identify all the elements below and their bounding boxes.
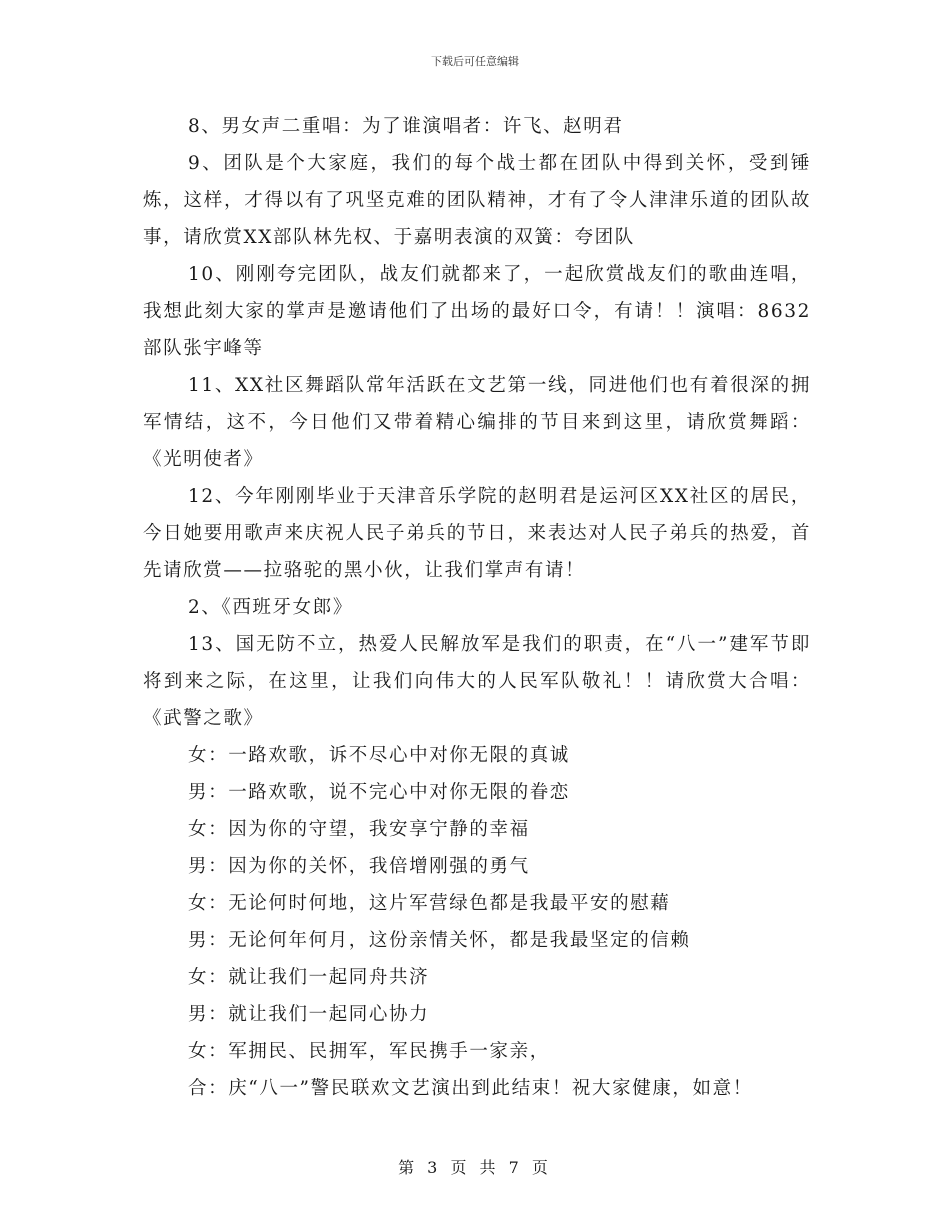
paragraph-12: 12、今年刚刚毕业于天津音乐学院的赵明君是运河区XX社区的居民，今日她要用歌声来庆祝人民子弟兵的节日，来表达对人民子弟兵的热爱，首先请欣赏——拉骆驼的黑小伙，让我们掌声有请！	[143, 486, 811, 581]
dialogue-line: 男：就让我们一起同心协力	[188, 1004, 430, 1025]
paragraph-8: 8、男女声二重唱：为了谁演唱者：许飞、赵明君	[188, 116, 624, 137]
page-number: 第 3 页 共 7 页	[398, 1158, 552, 1177]
dialogue-line: 女：因为你的守望，我安享宁静的幸福	[188, 819, 530, 840]
dialogue-line: 男：一路欢歌，说不完心中对你无限的眷恋	[188, 782, 570, 803]
paragraph-song-2: 2、《西班牙女郎》	[188, 597, 353, 618]
paragraph-10: 10、刚刚夸完团队，战友们就都来了，一起欣赏战友们的歌曲连唱，我想此刻大家的掌声是邀请他们了出场的最好口令，有请！！演唱：8632部队张宇峰等	[143, 264, 811, 359]
page-header-note: 下载后可任意编辑	[431, 55, 519, 68]
dialogue-line: 男：因为你的关怀，我倍增刚强的勇气	[188, 856, 530, 877]
paragraph-11: 11、XX社区舞蹈队常年活跃在文艺第一线，同进他们也有着很深的拥军情结，这不，今日他们又带着精心编排的节目来到这里，请欣赏舞蹈：《光明使者》	[143, 375, 811, 470]
paragraph-9: 9、团队是个大家庭，我们的每个战士都在团队中得到关怀，受到锤炼，这样，才得以有了巩坚克难的团队精神，才有了令人津津乐道的团队故事，请欣赏XX部队林先权、于嘉明表演的双簧：夸团队	[143, 153, 811, 248]
dialogue-line: 女：无论何时何地，这片军营绿色都是我最平安的慰藉	[188, 893, 671, 914]
paragraph-13: 13、国无防不立，热爱人民解放军是我们的职责，在“八一”建军节即将到来之际，在这里，让我们向伟大的人民军队敬礼！！请欣赏大合唱：《武警之歌》	[143, 634, 811, 729]
dialogue-line: 女：一路欢歌，诉不尽心中对你无限的真诚	[188, 745, 570, 766]
document-body	[143, 108, 811, 1107]
dialogue-line: 男：无论何年何月，这份亲情关怀，都是我最坚定的信赖	[188, 930, 691, 951]
dialogue-line: 合：庆“八一”警民联欢文艺演出到此结束！祝大家健康，如意！	[188, 1078, 753, 1099]
dialogue-line: 女：军拥民、民拥军，军民携手一家亲，	[188, 1041, 550, 1062]
dialogue-line: 女：就让我们一起同舟共济	[188, 967, 430, 988]
